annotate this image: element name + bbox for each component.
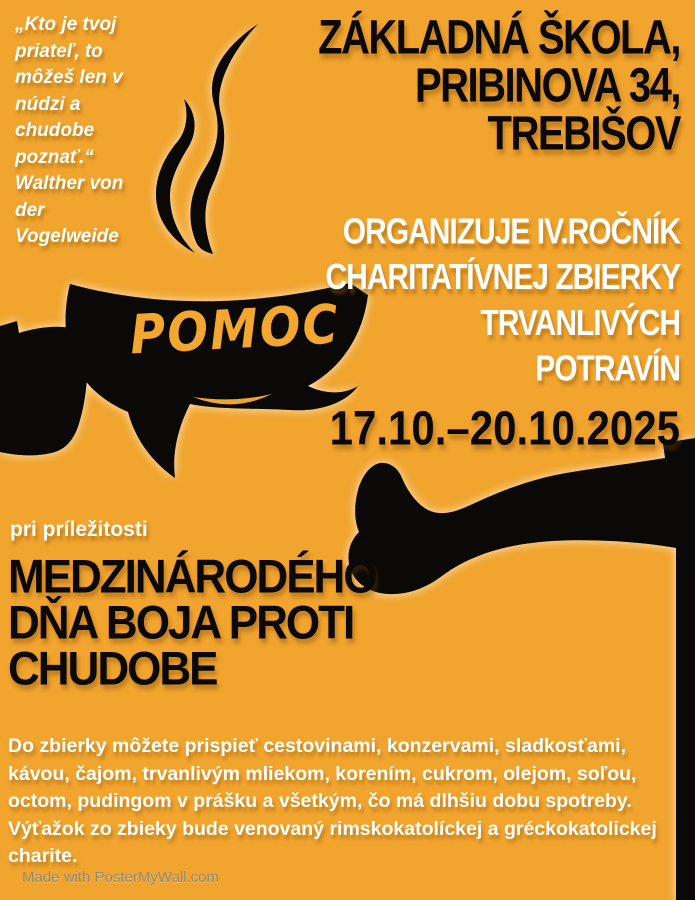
postermywall-watermark: Made with PosterMyWall.com [22, 869, 219, 886]
occasion-heading-line: MEDZINÁRODÉHO [8, 550, 376, 604]
quote-line: „Kto je tvoj [15, 14, 117, 35]
quote-line: priateľ, to [15, 40, 103, 62]
quote-line: chudobe [15, 120, 95, 141]
quote-author-line: Vogelweide [15, 226, 119, 247]
school-title-line: ZÁKLADNÁ ŠKOLA, [318, 11, 680, 65]
bowl-label: POMOC [128, 293, 342, 367]
steam-swirl-left-icon [156, 99, 195, 253]
organizer-heading-line: ORGANIZUJE IV.ROČNÍK [342, 212, 680, 252]
organizer-heading-line: CHARITATÍVNEJ ZBIERKY [325, 258, 680, 298]
steam-swirl-right-icon [190, 24, 258, 254]
event-dates: 17.10.–20.10.2025 [329, 401, 680, 456]
school-title-line: PRIBINOVA 34, [414, 59, 680, 113]
organizer-heading-line: TRVANLIVÝCH [480, 303, 680, 344]
quote-line: môžeš len v [15, 67, 123, 88]
occasion-heading-line: CHUDOBE [8, 642, 217, 696]
organizer-heading [325, 210, 680, 392]
occasion-heading-line: DŇA BOJA PROTI [8, 596, 354, 650]
collection-description: Do zbierky môžete prispieť cestovinami, konzervami, sladkosťami, kávou, čajom, trvanlivým mliekom, korením, cukrom, olejom, soľou, octom, pudingom v prášku a všetkým, čo má dlhšiu dobu spotreby. Výťažok zo zbieky bude venovaný rimskokatolíckej a gréckokatolickej charite. [8, 735, 657, 867]
quote-author-line: der [15, 199, 45, 221]
organizer-heading-line: POTRAVÍN [535, 349, 680, 389]
quote-line: poznať.“ [15, 146, 94, 168]
quote-author-line: Walther von [15, 173, 124, 194]
school-title [318, 11, 680, 161]
occasion-intro: pri príležitosti [10, 518, 148, 541]
quote-block [15, 12, 123, 251]
quote-line: núdzi a [15, 93, 81, 115]
school-title-line: TREBIŠOV [487, 107, 680, 161]
giving-hand-silhouette [0, 321, 88, 455]
occasion-heading [8, 550, 376, 696]
